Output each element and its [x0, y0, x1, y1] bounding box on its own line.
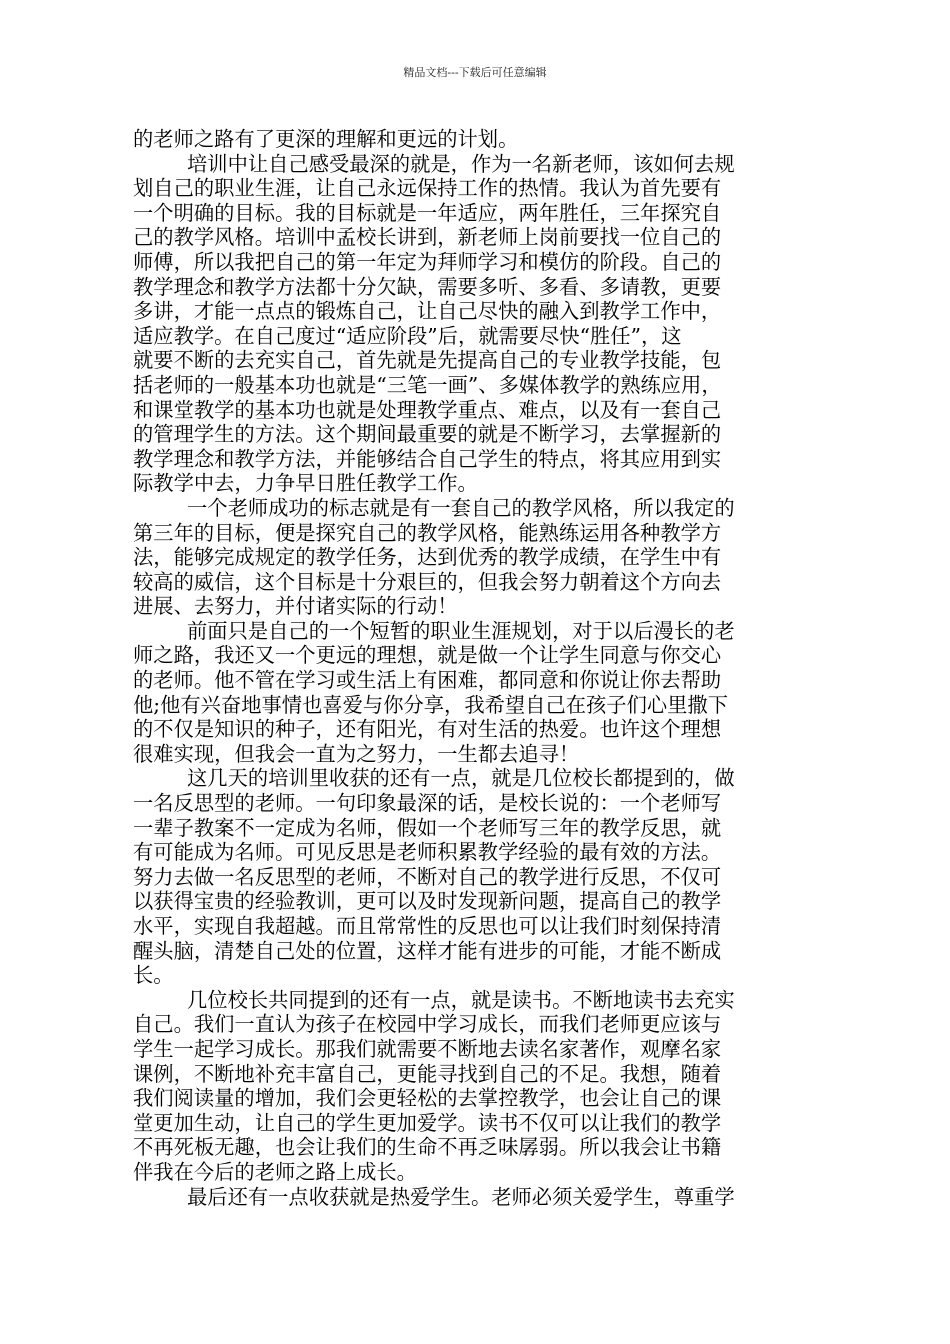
text-line: 醒头脑，清楚自己处的位置，这样才能有进步的可能，才能不断成 — [133, 938, 722, 963]
text-line: 己的教学风格。培训中孟校长讲到，新老师上岗前要找一位自己的 — [133, 225, 722, 250]
text-line: 多讲，才能一点点的锻炼自己，让自己尽快的融入到教学工作中， — [133, 299, 722, 324]
text-line: 师之路，我还又一个更远的理想，就是做一个让学生同意与你交心 — [133, 643, 722, 668]
text-line: 我们阅读量的增加，我们会更轻松的去掌控教学，也会让自己的课 — [133, 1086, 722, 1111]
text-line: 培训中让自己感受最深的就是，作为一名新老师，该如何去规 — [187, 151, 735, 176]
page-header: 精品文档---下载后可任意编辑 — [403, 66, 547, 79]
text-line: 伴我在今后的老师之路上成长。 — [133, 1159, 417, 1184]
text-line: 的管理学生的方法。这个期间最重要的就是不断学习，去掌握新的 — [133, 422, 722, 447]
text-line: 学生一起学习成长。那我们就需要不断地去读名家著作，观摩名家 — [133, 1036, 722, 1061]
body-text — [133, 127, 829, 1209]
text-line: 一名反思型的老师。一句印象最深的话，是校长说的：一个老师写 — [133, 791, 722, 816]
text-line: 教学理念和教学方法，并能够结合自己学生的特点，将其应用到实 — [133, 446, 722, 471]
text-line: 一个明确的目标。我的目标就是一年适应，两年胜任，三年探究自 — [133, 200, 722, 225]
text-line: 努力去做一名反思型的老师，不断对自己的教学进行反思，不仅可 — [133, 864, 722, 889]
text-line: 长。 — [133, 963, 174, 988]
text-line: 堂更加生动，让自己的学生更加爱学。读书不仅可以让我们的教学 — [133, 1110, 722, 1135]
text-line: 师傅，所以我把自己的第一年定为拜师学习和模仿的阶段。自己的 — [133, 249, 722, 274]
text-line: 的老师。他不管在学习或生活上有困难，都同意和你说让你去帮助 — [133, 668, 722, 693]
text-line: 适应教学。在自己度过“适应阶段”后，就需要尽快“胜任”，这 — [133, 323, 682, 348]
text-line: 际教学中去，力争早日胜任教学工作。 — [133, 471, 478, 496]
text-line: 有可能成为名师。可见反思是老师积累教学经验的最有效的方法。 — [133, 840, 722, 865]
text-line: 第三年的目标，便是探究自己的教学风格，能熟练运用各种教学方 — [133, 520, 722, 545]
text-line: 较高的威信，这个目标是十分艰巨的，但我会努力朝着这个方向去 — [133, 569, 722, 594]
text-line: 的老师之路有了更深的理解和更远的计划。 — [133, 127, 519, 151]
text-line: 进展、去努力，并付诸实际的行动！ — [133, 594, 458, 619]
text-line: 前面只是自己的一个短暂的职业生涯规划，对于以后漫长的老 — [187, 618, 735, 643]
text-line: 不再死板无趣，也会让我们的生命不再乏味孱弱。所以我会让书籍 — [133, 1135, 722, 1160]
text-line: 自己。我们一直认为孩子在校园中学习成长，而我们老师更应该与 — [133, 1012, 722, 1037]
text-line: 他;他有兴奋地事情也喜爱与你分享，我希望自己在孩子们心里撒下 — [133, 692, 728, 717]
text-line: 的不仅是知识的种子，还有阳光，有对生活的热爱。也许这个理想 — [133, 717, 722, 742]
text-line: 法，能够完成规定的教学任务，达到优秀的教学成绩，在学生中有 — [133, 545, 722, 570]
text-line: 水平，实现自我超越。而且常常性的反思也可以让我们时刻保持清 — [133, 914, 722, 938]
text-line: 就要不断的去充实自己，首先就是先提高自己的专业教学技能，包 — [133, 348, 722, 373]
text-line: 一辈子教案不一定成为名师，假如一个老师写三年的教学反思，就 — [133, 815, 722, 840]
text-line: 很难实现，但我会一直为之努力，一生都去追寻！ — [133, 741, 580, 766]
text-line: 教学理念和教学方法都十分欠缺，需要多听、多看、多请教，更要 — [133, 274, 722, 299]
text-line: 这几天的培训里收获的还有一点，就是几位校长都提到的，做 — [187, 766, 735, 791]
text-line: 几位校长共同提到的还有一点，就是读书。不断地读书去充实 — [187, 987, 735, 1012]
text-line: 划自己的职业生涯，让自己永远保持工作的热情。我认为首先要有 — [133, 176, 722, 201]
text-line: 一个老师成功的标志就是有一套自己的教学风格，所以我定的 — [187, 495, 735, 520]
text-line: 以获得宝贵的经验教训，更可以及时发现新问题，提高自己的教学 — [133, 889, 722, 914]
text-line: 括老师的一般基本功也就是“三笔一画”、多媒体教学的熟练应用， — [133, 372, 722, 397]
text-line: 和课堂教学的基本功也就是处理教学重点、难点，以及有一套自己 — [133, 397, 722, 422]
text-line: 最后还有一点收获就是热爱学生。老师必须关爱学生，尊重学 — [187, 1184, 735, 1209]
text-line: 课例，不断地补充丰富自己，更能寻找到自己的不足。我想，随着 — [133, 1061, 722, 1086]
